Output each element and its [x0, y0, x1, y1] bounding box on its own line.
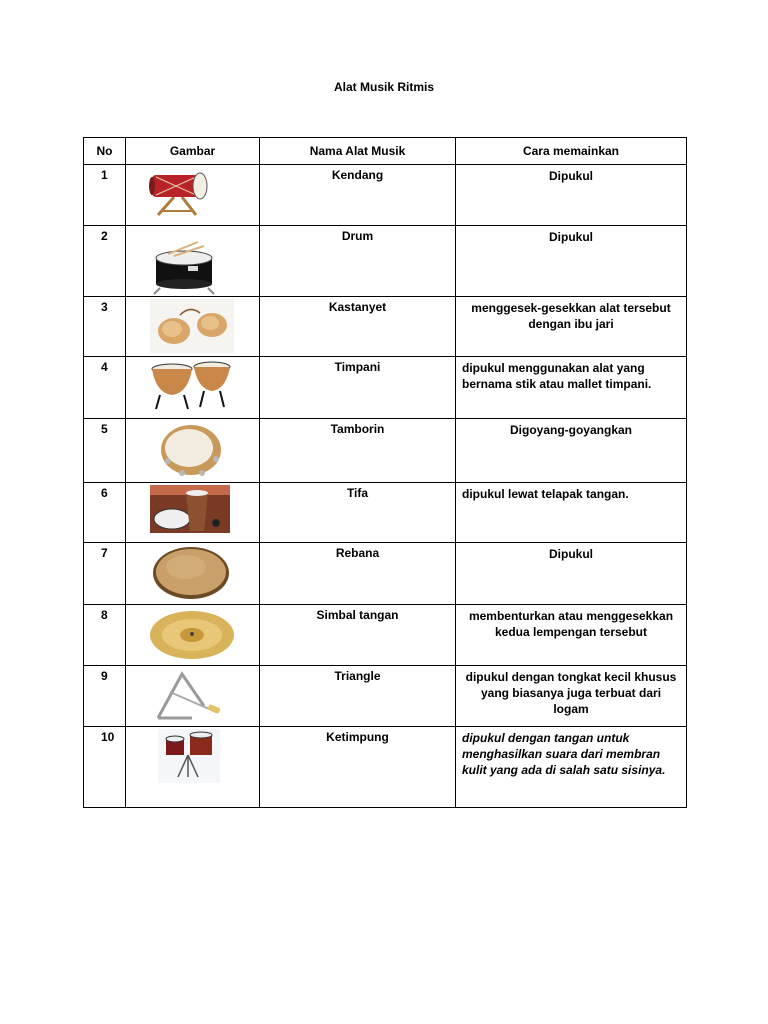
kendang-icon — [148, 167, 212, 219]
table-row — [84, 165, 687, 226]
tamborin-icon — [158, 421, 224, 479]
page-title: Alat Musik Ritmis — [333, 80, 435, 94]
table-row — [84, 357, 687, 419]
row-number: 2 — [84, 226, 126, 297]
simbal-icon — [148, 607, 236, 661]
header-no: No — [84, 138, 126, 165]
row-number: 7 — [84, 543, 126, 605]
triangle-icon — [152, 668, 226, 722]
play-method: membenturkan atau menggesekkan kedua lempengan tersebut — [456, 605, 687, 666]
row-number: 3 — [84, 297, 126, 357]
instrument-name: Rebana — [260, 543, 456, 605]
row-number: 5 — [84, 419, 126, 483]
header-nama: Nama Alat Musik — [260, 138, 456, 165]
header-cara: Cara memainkan — [456, 138, 687, 165]
play-method: dipukul dengan tangan untuk menghasilkan suara dari membran kulit yang ada di salah satu sisinya. — [456, 727, 687, 808]
timpani-icon — [150, 359, 234, 411]
instrument-name: Tamborin — [260, 419, 456, 483]
play-method: Dipukul — [456, 165, 687, 226]
play-method: dipukul menggunakan alat yang bernama stik atau mallet timpani. — [456, 357, 687, 419]
drum-icon — [148, 238, 218, 296]
play-method: Digoyang-goyangkan — [456, 419, 687, 483]
instrument-name: Tifa — [260, 483, 456, 543]
instrument-name: Triangle — [260, 666, 456, 727]
instrument-name: Ketimpung — [260, 727, 456, 808]
instrument-name: Kastanyet — [260, 297, 456, 357]
table-row — [84, 666, 687, 727]
row-number: 8 — [84, 605, 126, 666]
table-header-row — [84, 138, 687, 165]
rebana-icon — [150, 545, 232, 601]
play-method: dipukul lewat telapak tangan. — [456, 483, 687, 543]
instrument-name: Drum — [260, 226, 456, 297]
play-method: menggesek-gesekkan alat tersebut dengan ibu jari — [456, 297, 687, 357]
ketimpung-icon — [158, 729, 220, 783]
row-number: 9 — [84, 666, 126, 727]
table-row — [84, 483, 687, 543]
tifa-icon — [150, 485, 230, 533]
row-number: 10 — [84, 727, 126, 808]
instrument-table — [83, 137, 687, 808]
table-row — [84, 419, 687, 483]
header-gambar: Gambar — [126, 138, 260, 165]
kastanyet-icon — [150, 299, 234, 353]
instrument-name: Timpani — [260, 357, 456, 419]
table-row — [84, 605, 687, 666]
instrument-name: Simbal tangan — [260, 605, 456, 666]
row-number: 4 — [84, 357, 126, 419]
instrument-name: Kendang — [260, 165, 456, 226]
row-number: 1 — [84, 165, 126, 226]
table-row — [84, 543, 687, 605]
row-number: 6 — [84, 483, 126, 543]
table-row — [84, 727, 687, 808]
table-row — [84, 226, 687, 297]
play-method: Dipukul — [456, 543, 687, 605]
play-method: Dipukul — [456, 226, 687, 297]
play-method: dipukul dengan tongkat kecil khusus yang biasanya juga terbuat dari logam — [456, 666, 687, 727]
table-row — [84, 297, 687, 357]
